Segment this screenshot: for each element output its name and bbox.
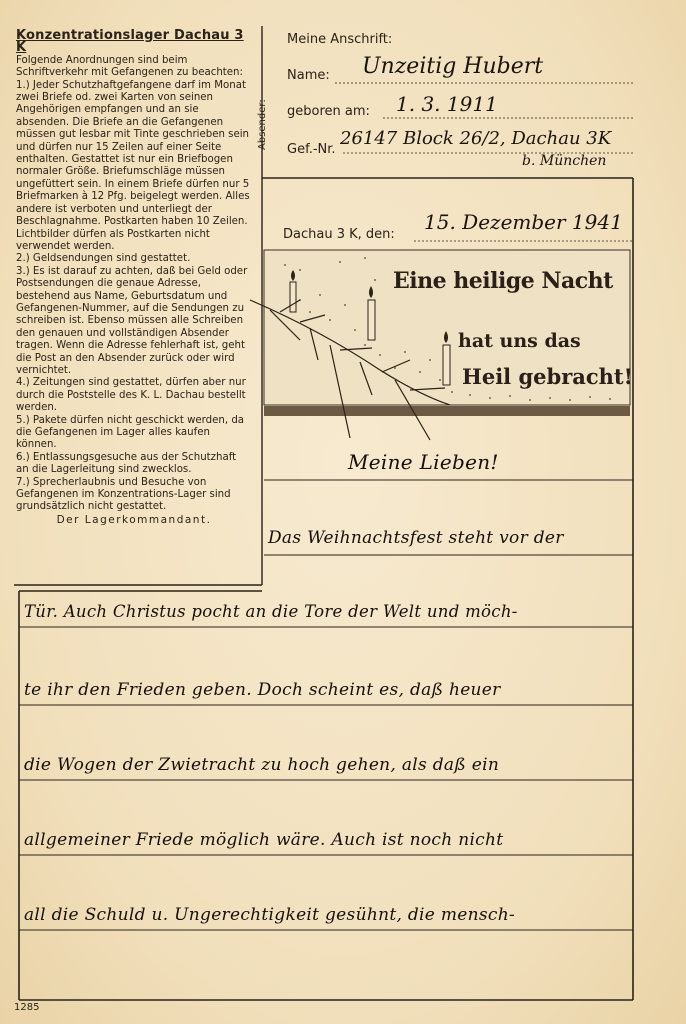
card-text-line1: Eine heilige Nacht [393, 268, 613, 294]
letter-line: all die Schuld u. Ungerechtigkeit gesühnt, die mensch- [24, 905, 516, 925]
date-field: 15. Dezember 1941 [424, 210, 623, 234]
letter-line: Tür. Auch Christus pocht an die Tore der Welt und möch- [24, 602, 518, 621]
name-label: Name: [287, 68, 330, 83]
commandant-signature: Der Lagerkommandant. [56, 513, 212, 526]
card-text-line3: Heil gebracht! [462, 364, 633, 389]
regulation-item: 1.) Jeder Schutzhaftgefangene darf im Monat zwei Briefe od. zwei Karten von seinen Angehörigen empfangen und an sie absenden. Die Briefe an die Gefangenen müssen gut lesbar mit Tinte geschrieben sein und dürfen nur 15 Zeilen auf einer Seite enthalten. Gestattet ist nur ein Briefbogen normaler Größe. Briefumschläge müssen ungefüttert sein. In einem Briefe dürfen nur 5 Briefmarken à 12 Pfg. beigelegt werden. Alles andere ist verboten und unterliegt der Beschlagnahme. Postkarten haben 10 Zeilen. Lichtbilder dürfen als Postkarten nicht verwendet werden. [16, 79, 250, 252]
prisoner-number-label: Gef.-Nr. [287, 142, 336, 157]
regulations-block [16, 30, 252, 526]
regulation-item: 4.) Zeitungen sind gestattet, dürfen aber nur durch die Poststelle des K. L. Dachau bestellt werden. [16, 377, 246, 414]
born-label: geboren am: [287, 104, 370, 119]
address-heading: Meine Anschrift: [287, 32, 393, 47]
regulation-item: 5.) Pakete dürfen nicht geschickt werden, da die Gefangenen im Lager alles kaufen können. [16, 414, 245, 451]
page-number: 1285 [14, 1002, 40, 1013]
letter-line: Das Weihnachtsfest steht vor der [268, 528, 564, 548]
regulations-intro: Folgende Anordnungen sind beim Schriftverkehr mit Gefangenen zu beachten: [16, 54, 243, 79]
name-field: Unzeitig Hubert [362, 54, 544, 79]
regulation-item: 6.) Entlassungsgesuche aus der Schutzhaft an die Lagerleitung sind zwecklos. [16, 451, 237, 476]
regulation-item: 7.) Sprecherlaubnis und Besuche von Gefangenen im Konzentrations-Lager sind grundsätzlich nicht gestattet. [16, 476, 231, 513]
letter-line: die Wogen der Zwietracht zu hoch gehen, als daß ein [24, 755, 500, 775]
sender-vertical-label: Absender: [257, 99, 268, 150]
prisoner-address-line2: b. München [522, 153, 607, 169]
prisoner-number-field: 26147 Block 26/2, Dachau 3K [340, 128, 612, 149]
born-field: 1. 3. 1911 [396, 92, 498, 116]
letter-line: te ihr den Frieden geben. Doch scheint es, daß heuer [24, 680, 501, 700]
camp-title: Konzentrationslager Dachau 3 K [16, 28, 244, 56]
card-text-line2: hat uns das [458, 330, 581, 352]
regulation-item: 2.) Geldsendungen sind gestattet. [16, 253, 191, 265]
letter-greeting: Meine Lieben! [348, 450, 499, 474]
place-date-label: Dachau 3 K, den: [283, 227, 395, 242]
letter-line: allgemeiner Friede möglich wäre. Auch ist noch nicht [24, 830, 504, 850]
regulation-item: 3.) Es ist darauf zu achten, daß bei Geld oder Postsendungen die genaue Adresse, bestehend aus Name, Geburtsdatum und Gefangenen-Nummer, auf die Sendungen zu schreiben ist. Ebenso müssen alle Schreiben den genauen und vollständigen Absender tragen. Wenn die Adresse fehlerhaft ist, geht die Post an den Absender zurück oder wird vernichtet. [16, 265, 248, 376]
